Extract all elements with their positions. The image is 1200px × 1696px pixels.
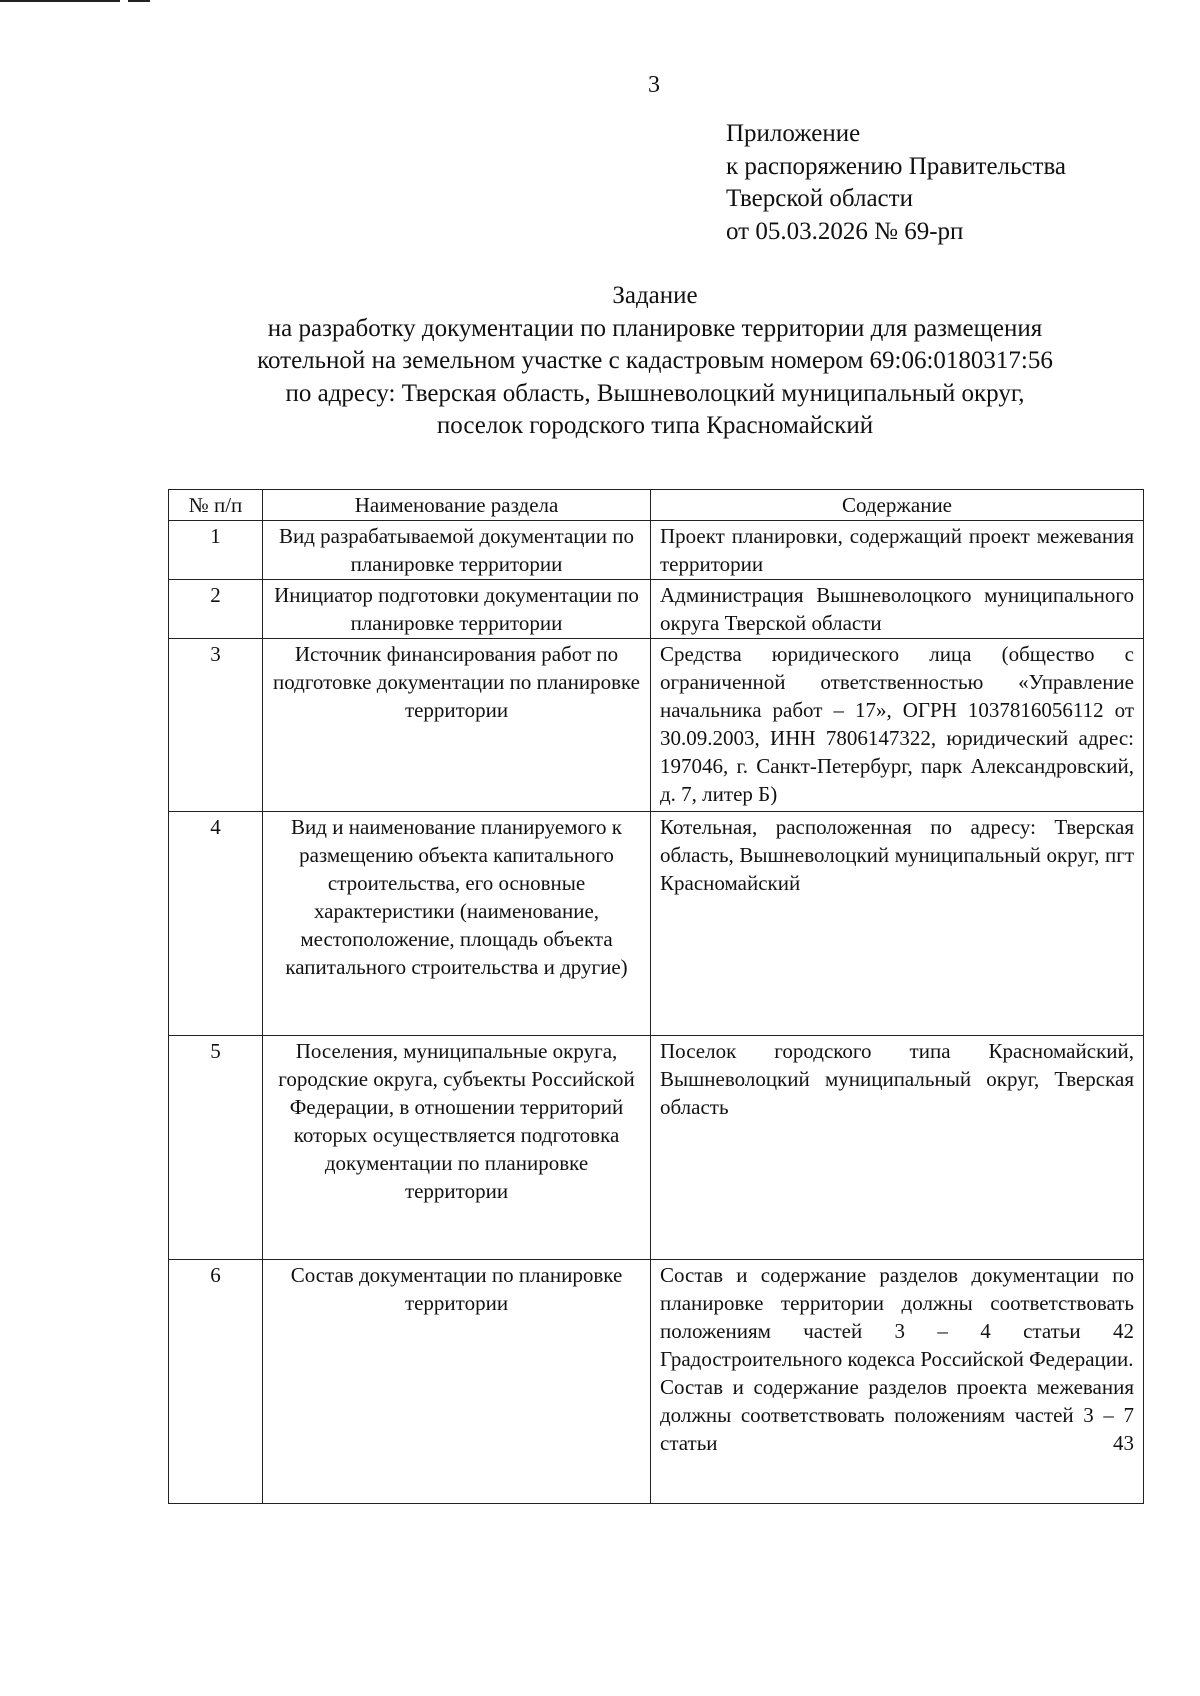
row-number: 2 [169,580,263,639]
row-section: Источник финансирования работ по подготовке документации по планировке территории [263,639,651,812]
row-number: 6 [169,1260,263,1504]
row-section: Вид разрабатываемой документации по планировке территории [263,521,651,580]
task-table [168,489,1144,1504]
row-section: Поселения, муниципальные округа, городские округа, субъекты Российской Федерации, в отношении территорий которых осуществляется подготовка документации по планировке территории [263,1036,651,1260]
appendix-line: Приложение [726,120,861,147]
row-section: Инициатор подготовки документации по планировке территории [263,580,651,639]
table-row [169,1260,1144,1504]
content-paragraph: Состав и содержание разделов документации по планировке территории должны соответствовать положениям частей 3 – 4 статьи 42 Градостроительного кодекса Российской Федерации. [660,1263,1134,1371]
row-content: Поселок городского типа Красномайский, Вышневолоцкий муниципальный округ, Тверская область [651,1036,1144,1260]
table-row [169,580,1144,639]
scan-border-artifact [128,0,150,2]
row-content: Средства юридического лица (общество с ограниченной ответственностью «Управление начальника работ – 17», ОГРН 1037816056112 от 30.09.2003, ИНН 7806147322, юридический адрес: 197046, г. Санкт-Петербург, парк Александровский, д. 7, литер Б) [651,639,1144,812]
row-content [651,1260,1144,1504]
header-section: Наименование раздела [263,490,651,521]
appendix-line: от 05.03.2026 № 69-рп [726,217,964,245]
appendix-header [726,118,1066,248]
table-row [169,521,1144,580]
scan-border-artifact [0,0,120,2]
header-content: Содержание [651,490,1144,521]
row-number: 3 [169,639,263,812]
header-number: № п/п [169,490,263,521]
row-section: Вид и наименование планируемого к размещению объекта капитального строительства, его основные характеристики (наименование, местоположение, площадь объекта капитального строительства и другие) [263,812,651,1036]
task-heading [150,280,1160,443]
row-number: 5 [169,1036,263,1260]
task-subtitle-line: котельной на земельном участке с кадастровым номером 69:06:0180317:56 [257,347,1053,374]
page-number: 3 [648,72,660,98]
task-subtitle-line: на разработку документации по планировке территории для размещения [267,314,1043,342]
table-row [169,639,1144,812]
row-number: 4 [169,812,263,1036]
row-content: Котельная, расположенная по адресу: Тверская область, Вышневолоцкий муниципальный округ, пгт Красномайский [651,812,1144,1036]
task-title: Задание [612,282,698,309]
row-content: Администрация Вышневолоцкого муниципального округа Тверской области [651,580,1144,639]
table-row [169,812,1144,1036]
table-row [169,1036,1144,1260]
content-paragraph: Состав и содержание разделов проекта межевания должны соответствовать положениям частей 3 – 7 статьи 43 [660,1375,1134,1455]
appendix-line: Тверской области [726,185,913,212]
row-section: Состав документации по планировке территории [263,1260,651,1504]
row-content: Проект планировки, содержащий проект межевания территории [651,521,1144,580]
task-subtitle-line: поселок городского типа Красномайский [436,412,874,439]
table-header-row [169,490,1144,521]
appendix-line: к распоряжению Правительства [726,152,1067,180]
task-subtitle-line: по адресу: Тверская область, Вышневолоцкий муниципальный округ, [285,379,1025,407]
row-number: 1 [169,521,263,580]
